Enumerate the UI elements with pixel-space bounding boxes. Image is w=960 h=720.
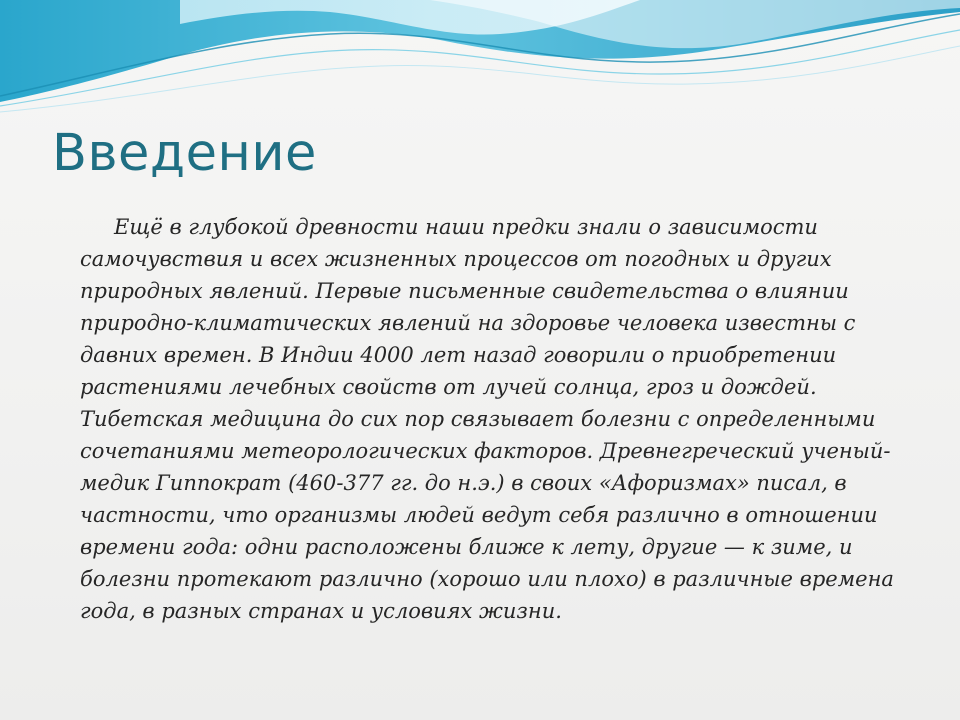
slide-title: Введение [52, 124, 317, 183]
intro-paragraph: Ещё в глубокой древности наши предки знали о зависимости самочувствия и всех жизненных процессов от погодных и других природных явлений. Первые письменные свидетельства о влиянии природно-климатических явлений на здоровье человека известны с давних времен. В Индии 4000 лет назад говорили о приобретении растениями лечебных свойств от лучей солнца, гроз и дождей. Тибетская медицина до сих пор связывает болезни с определенными сочетаниями метеорологических факторов. Древнегреческий ученый-медик Гиппократ (460-377 гг. до н.э.) в своих «Афоризмах» писал, в частности, что организмы людей ведут себя различно в отношении времени года: одни расположены ближе к лету, другие — к зиме, и болезни протекают различно (хорошо или плохо) в различные времена года, в разных странах и условиях жизни. [80, 215, 894, 623]
wave-decoration [0, 0, 960, 120]
